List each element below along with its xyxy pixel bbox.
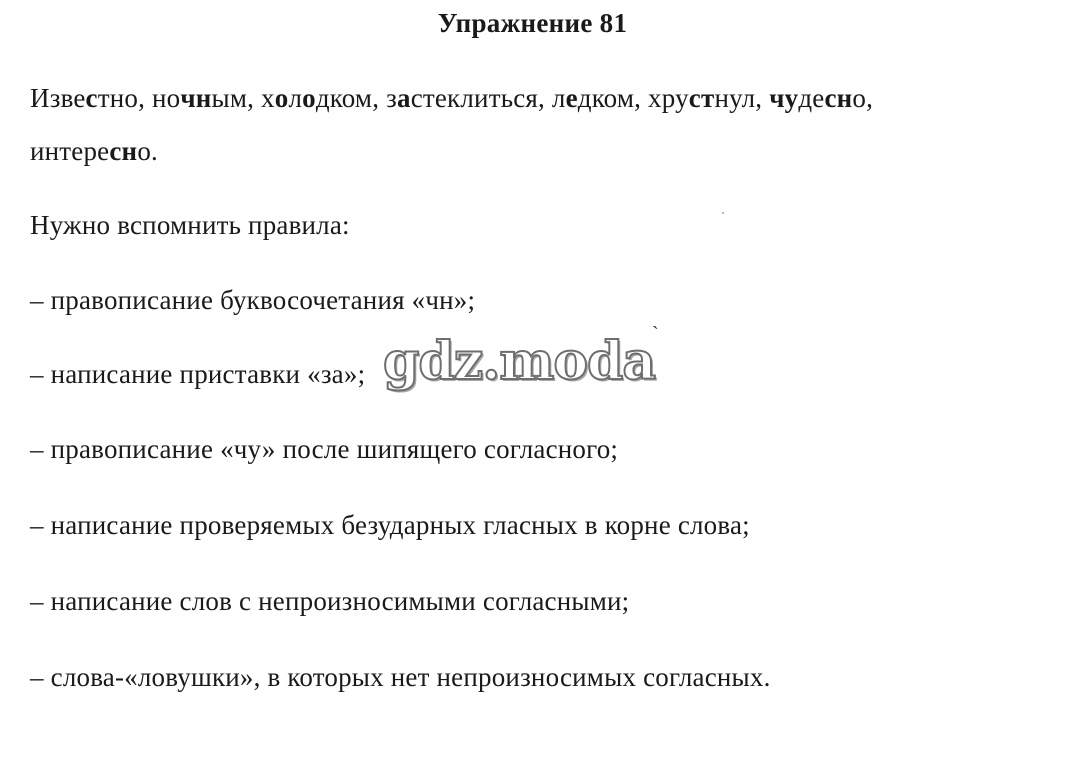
text-segment: стеклиться, л xyxy=(410,83,566,113)
exercise-title: Упражнение 81 xyxy=(437,8,628,38)
bold-letter: с xyxy=(85,83,98,113)
bold-letter: чу xyxy=(769,83,799,113)
text-segment: л xyxy=(288,83,303,113)
bold-letter: чн xyxy=(180,83,212,113)
rule-item: – написание приставки «за»; xyxy=(30,359,366,389)
bold-letter: е xyxy=(565,83,578,113)
text-segment: о, xyxy=(852,83,874,113)
rule-item: – правописание «чу» после шипящего согласного; xyxy=(30,434,619,464)
bold-letter: сн xyxy=(109,136,138,166)
bold-letter: о xyxy=(302,83,316,113)
text-segment: т xyxy=(97,83,110,113)
watermark-logo: gdz.moda xyxy=(383,331,656,392)
bold-letter: сн xyxy=(824,83,853,113)
text-segment: Изве xyxy=(30,83,86,113)
text-segment: де xyxy=(798,83,825,113)
rule-item: – написание проверяемых безударных гласных в корне слова; xyxy=(30,510,750,540)
text-segment: дком, з xyxy=(315,83,397,113)
text-segment: ым, х xyxy=(211,83,275,113)
bold-letter: ст xyxy=(688,83,715,113)
rule-item: – написание слов с непроизносимыми согласными; xyxy=(30,586,630,616)
text-segment: о. xyxy=(137,136,158,166)
rules-heading: Нужно вспомнить правила: xyxy=(30,210,350,240)
answer-words-line-2 xyxy=(30,136,158,167)
stray-mark: ` xyxy=(652,323,659,345)
bold-letter: о xyxy=(274,83,289,113)
rule-item: – слова-«ловушки», в которых нет непроизносимых согласных. xyxy=(30,662,771,692)
answer-words-line-1 xyxy=(30,83,873,114)
text-segment: дком, хру xyxy=(577,83,689,113)
text-segment: но, но xyxy=(109,83,181,113)
text-segment: нул, xyxy=(714,83,770,113)
text-segment: интере xyxy=(30,136,110,166)
rule-item: – правописание буквосочетания «чн»; xyxy=(30,285,476,315)
stray-dot xyxy=(722,212,724,214)
bold-letter: а xyxy=(396,83,411,113)
